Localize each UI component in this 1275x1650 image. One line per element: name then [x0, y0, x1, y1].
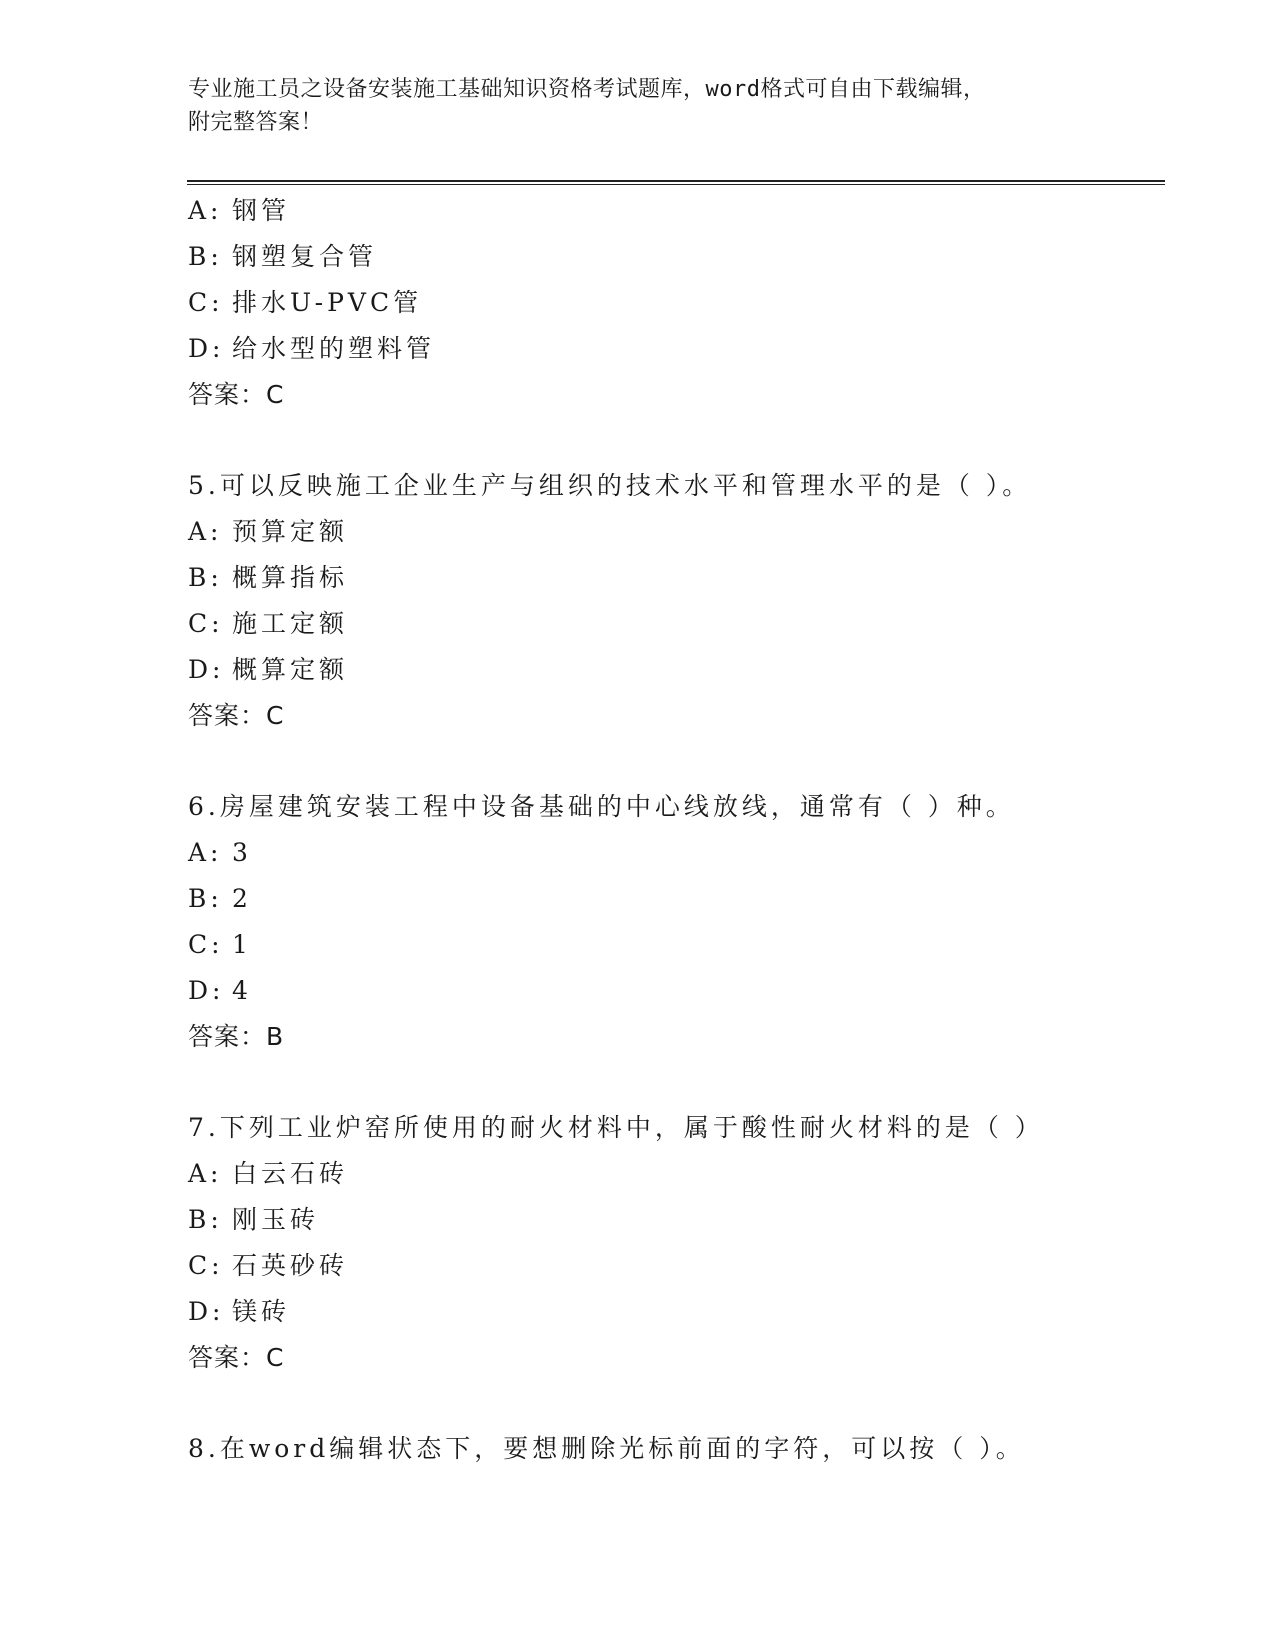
question-block-5 [188, 463, 1168, 739]
question-block-7 [188, 1105, 1168, 1381]
answer-line: 答案：C [188, 701, 285, 730]
option-b: B: 2 [188, 884, 252, 913]
option-a: A: 白云石砖 [188, 1159, 349, 1188]
question-text: 8.在word编辑状态下，要想删除光标前面的字符，可以按（ ）。 [188, 1434, 1025, 1463]
option-d: D: 4 [188, 976, 252, 1005]
question-text: 7.下列工业炉窑所使用的耐火材料中，属于酸性耐火材料的是（ ） [188, 1113, 1044, 1142]
option-a: A: 钢管 [188, 196, 291, 225]
option-c: C: 排水U-PVC管 [188, 288, 423, 317]
question-text: 6.房屋建筑安装工程中设备基础的中心线放线，通常有（ ）种。 [188, 792, 1015, 821]
option-d: D: 镁砖 [188, 1297, 291, 1326]
option-b: B: 钢塑复合管 [188, 242, 378, 271]
document-header [188, 73, 1068, 139]
header-line-1: 专业施工员之设备安装施工基础知识资格考试题库，word格式可自由下载编辑， [188, 77, 986, 102]
option-b: B: 概算指标 [188, 563, 349, 592]
option-d: D: 概算定额 [188, 655, 349, 684]
answer-line: 答案：C [188, 1343, 285, 1372]
question-block-4 [188, 188, 1168, 418]
option-c: C: 石英砂砖 [188, 1251, 349, 1280]
option-d: D: 给水型的塑料管 [188, 334, 436, 363]
header-rule-thin [187, 184, 1165, 185]
header-line-2: 附完整答案！ [188, 110, 324, 135]
header-rule-thick [187, 180, 1165, 182]
question-list [188, 188, 1168, 1472]
option-c: C: 1 [188, 930, 252, 959]
question-block-6 [188, 784, 1168, 1060]
option-c: C: 施工定额 [188, 609, 349, 638]
option-a: A: 3 [188, 838, 252, 867]
option-b: B: 刚玉砖 [188, 1205, 320, 1234]
answer-line: 答案：B [188, 1022, 285, 1051]
question-block-8 [188, 1426, 1168, 1472]
question-text: 5.可以反映施工企业生产与组织的技术水平和管理水平的是（ ）。 [188, 471, 1032, 500]
answer-line: 答案：C [188, 380, 285, 409]
option-a: A: 预算定额 [188, 517, 349, 546]
